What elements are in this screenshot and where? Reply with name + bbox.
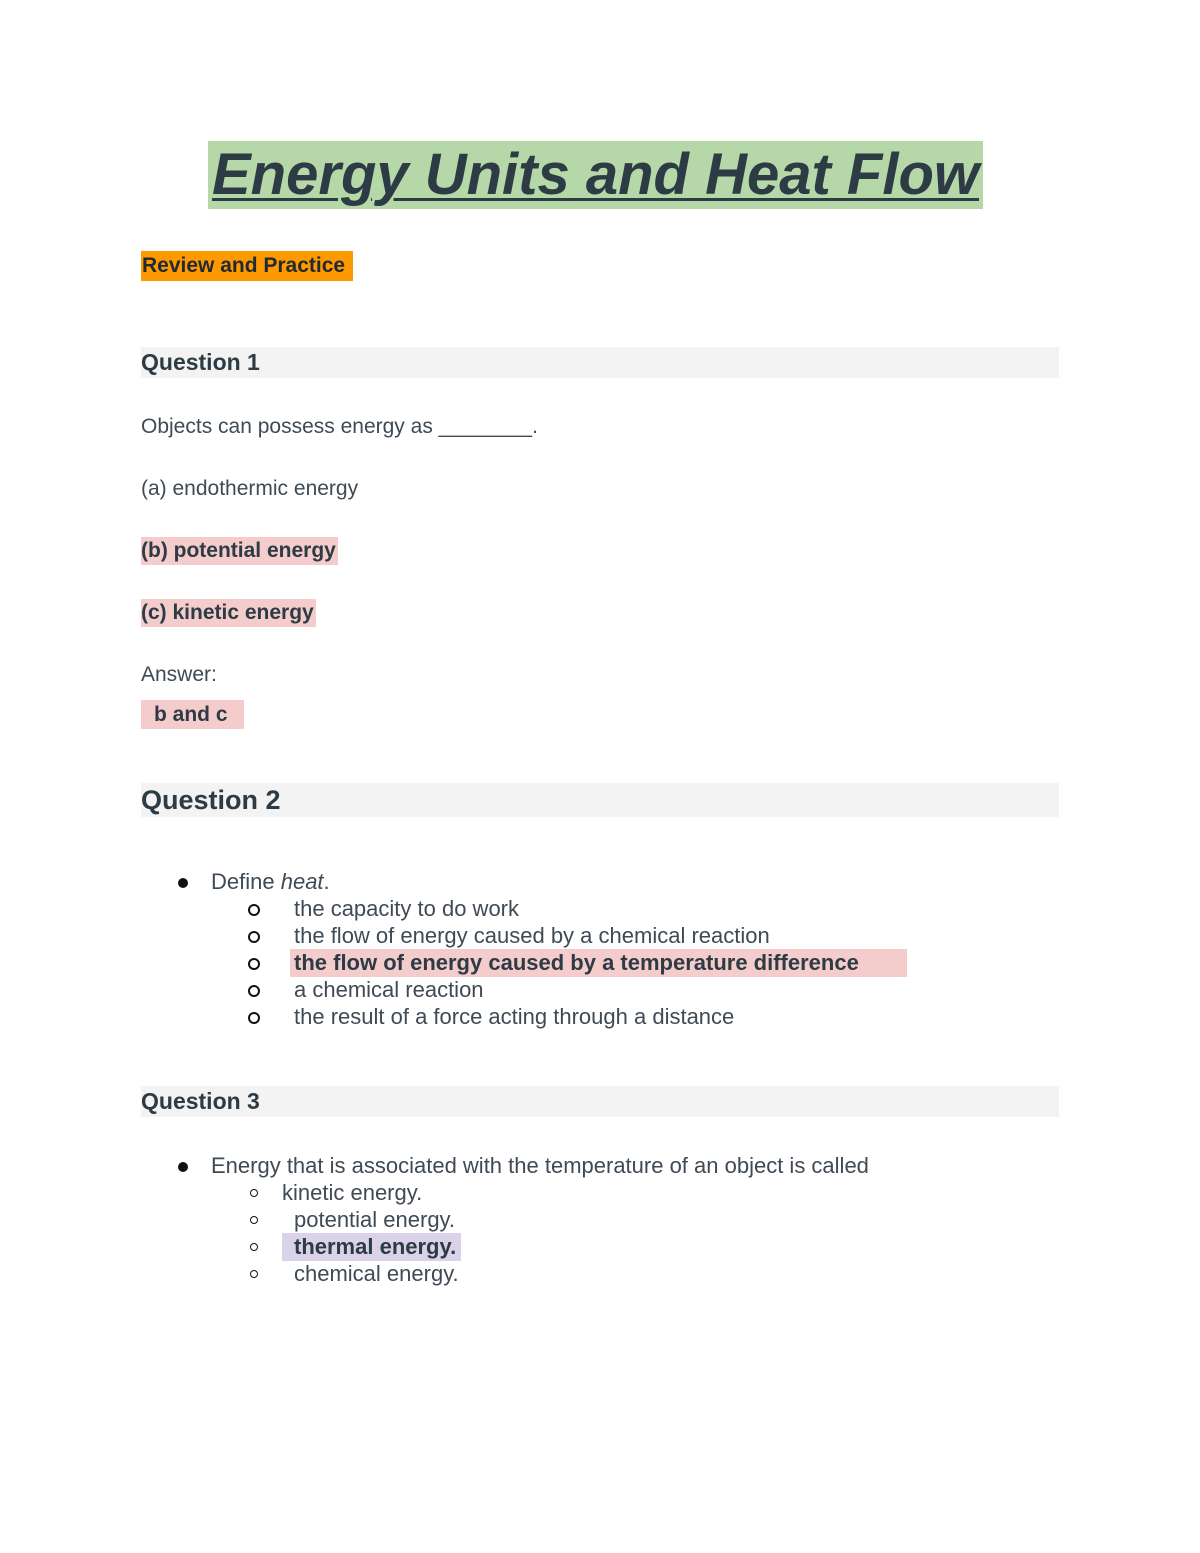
hollow-bullet-icon	[248, 958, 260, 970]
question-1-option-b: (b) potential energy	[141, 537, 338, 565]
hollow-bullet-icon	[248, 904, 260, 916]
question-3-option-2: potential energy.	[294, 1207, 456, 1232]
question-3-option-1: kinetic energy.	[282, 1180, 423, 1205]
bullet-icon	[178, 1162, 188, 1172]
bullet-icon	[178, 878, 188, 888]
hollow-bullet-icon	[250, 1189, 258, 1197]
question-1-option-a: (a) endothermic energy	[141, 477, 359, 500]
question-1-option-c: (c) kinetic energy	[141, 599, 316, 627]
question-3-option-4: chemical energy.	[294, 1261, 459, 1286]
hollow-bullet-icon	[250, 1270, 258, 1278]
question-2-prompt-term: heat	[280, 869, 324, 894]
question-1-prompt: Objects can possess energy as ________.	[141, 415, 538, 438]
question-1-heading: Question 1	[141, 347, 1059, 378]
question-1-answer-label: Answer:	[141, 663, 217, 686]
hollow-bullet-icon	[250, 1216, 258, 1224]
hollow-bullet-icon	[250, 1243, 258, 1251]
question-2-option-1: the capacity to do work	[294, 896, 520, 921]
document-title: Energy Units and Heat Flow	[208, 141, 983, 209]
question-2-option-4: a chemical reaction	[294, 977, 484, 1002]
question-2-heading: Question 2	[141, 783, 1059, 817]
hollow-bullet-icon	[248, 985, 260, 997]
document-subtitle: Review and Practice	[141, 251, 353, 281]
question-3-prompt: Energy that is associated with the temperature of an object is called	[211, 1153, 869, 1178]
question-2-option-5: the result of a force acting through a distance	[294, 1004, 735, 1029]
question-2-prompt	[211, 868, 330, 896]
question-2-option-2: the flow of energy caused by a chemical reaction	[294, 923, 770, 948]
question-1-answer-value: b and c	[141, 700, 244, 729]
question-3-heading: Question 3	[141, 1086, 1059, 1117]
hollow-bullet-icon	[248, 1012, 260, 1024]
question-2-prompt-prefix: Define	[211, 869, 281, 894]
question-2-prompt-suffix: .	[323, 869, 330, 894]
hollow-bullet-icon	[248, 931, 260, 943]
question-3-option-3: thermal energy.	[282, 1233, 461, 1261]
question-2-option-3: the flow of energy caused by a temperature difference	[290, 949, 907, 977]
